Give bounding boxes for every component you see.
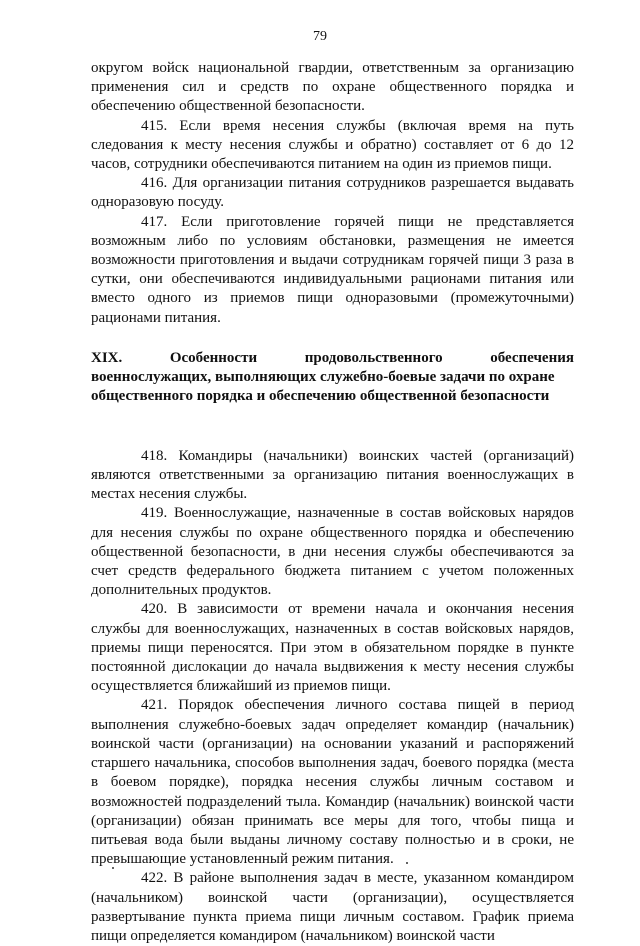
section-heading-line-3: общественного порядка и обеспечению общественной безопасности	[91, 387, 550, 404]
scan-speck	[112, 867, 114, 869]
paragraph-421: 421. Порядок обеспечения личного состава пищей в период выполнения служебно-боевых задач определяет командир (начальник) воинской части (организации) на основании указаний и распоряжений старшего начальника, способов выполнения задач, боевого порядка (места в боевом порядке), порядка несения службы личным составом и возможностей подразделений тыла. Командир (начальник) воинской части (организации) обязан принимать все меры для того, чтобы пища и питьевая вода были выданы личному составу полностью и в сроки, не превышающие установленный режим питания.	[91, 697, 574, 868]
scan-speck	[406, 862, 408, 864]
paragraph-418: 418. Командиры (начальники) воинских частей (организаций) являются ответственными за организацию питания военнослужащих в местах несения службы.	[91, 447, 574, 503]
document-body	[91, 59, 574, 946]
paragraph-417: 417. Если приготовление горячей пищи не представляется возможным либо по условиям обстановки, размещения не имеется возможности приготовления и выдачи сотрудникам горячей пищи 3 раза в сутки, они обеспечиваются индивидуальными рационами питания или вместо одного из приемов пищи одноразовыми (промежуточными) рационами питания.	[91, 213, 574, 326]
page-number: 79	[313, 29, 327, 44]
paragraph-422: 422. В районе выполнения задач в месте, указанном командиром (начальником) воинской части (организации), осуществляется развертывание пункта приема пищи личным составом. График приема пищи определяется командиром (начальником) воинской части	[91, 870, 574, 944]
section-heading-line-2: военнослужащих, выполняющих служебно-боевые задачи по охране	[91, 368, 555, 385]
section-heading-line-1: XIX. Особенности продовольственного обеспечения	[91, 349, 574, 366]
paragraph-419: 419. Военнослужащие, назначенные в состав войсковых нарядов для несения службы по охране общественного порядка и обеспечению общественной безопасности, в дни несения службы обеспечиваются за счет средств федерального бюджета питанием с учетом положенных дополнительных продуктов.	[91, 505, 574, 599]
paragraph-420: 420. В зависимости от времени начала и окончания несения службы для военнослужащих, назначенных в состав войсковых нарядов, приемы пищи переносятся. При этом в обязательном порядке в пункте постоянной дислокации до начала выдвижения к месту несения службы осуществляется ближайший из приемов пищи.	[91, 601, 574, 695]
paragraph-415: 415. Если время несения службы (включая время на путь следования к месту несения службы и обратно) составляет от 6 до 12 часов, сотрудники обеспечиваются питанием на один из приемов пищи.	[91, 117, 574, 173]
paragraph-continuation: округом войск национальной гвардии, ответственным за организацию применения сил и средств по охране общественного порядка и обеспечению общественной безопасности.	[91, 60, 574, 115]
section-heading	[91, 349, 574, 406]
paragraph-416: 416. Для организации питания сотрудников разрешается выдавать одноразовую посуду.	[91, 175, 574, 211]
